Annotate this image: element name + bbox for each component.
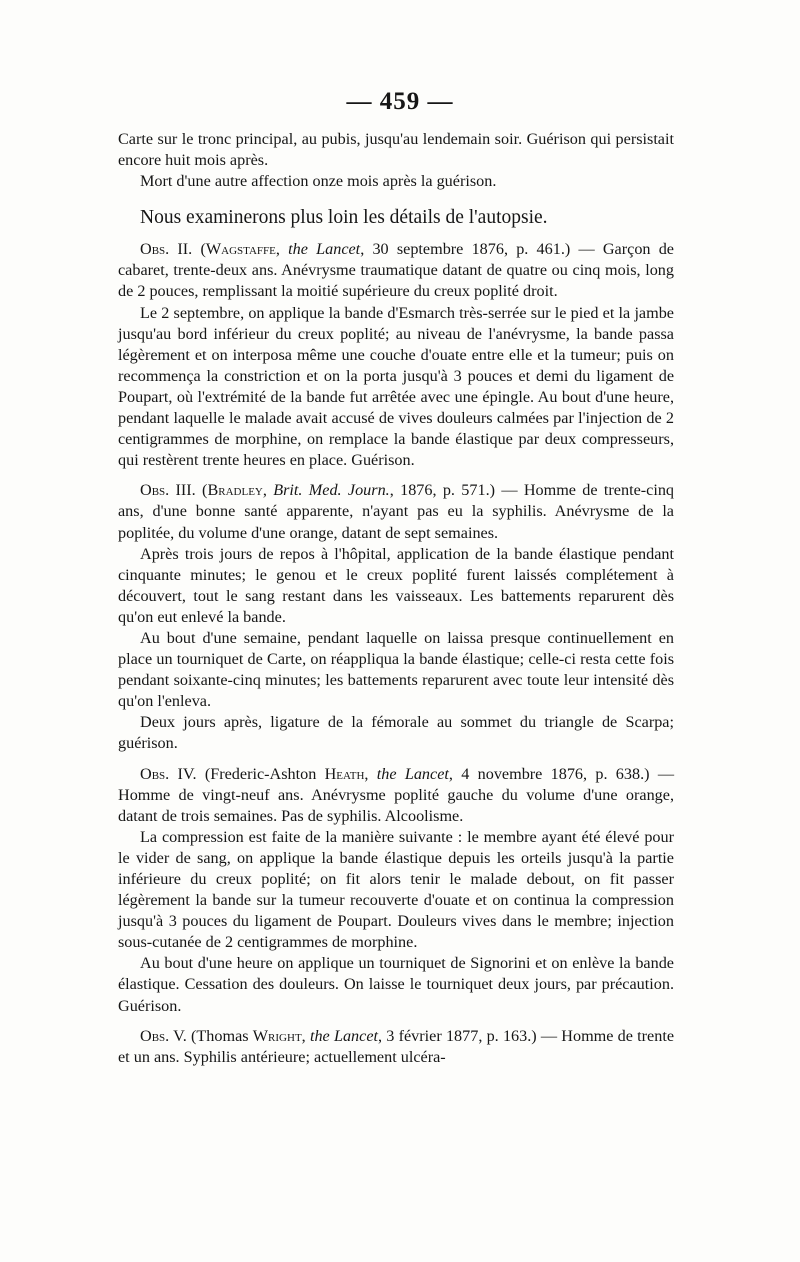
observation-5-author: Wright	[252, 1026, 302, 1045]
observation-2-label: Obs. II.	[140, 240, 193, 259]
observation-4-reference: , 4 novembre 1876, p. 638.)	[448, 764, 650, 783]
observation-2-heading: Obs. II. (Wagstaffe, the Lancet, 30 septembre 1876, p. 461.) — Garçon de cabaret, trente-deux ans. Anévrysme traumatique datant de quatre ou cinq mois, long de 2 pouces, remplissant la moitié supérieure du creux poplité droit.	[118, 240, 674, 301]
observation-3-summary: — Homme de trente-cinq ans, d'une bonne santé apparente, n'ayant pas eu la syphilis. Anévrysme de la poplitée, du volume d'une orange, datant de sept semaines.	[118, 481, 675, 542]
observation-4-paragraph-2: Au bout d'une heure on applique un tourniquet de Signorini et on enlève la bande élastique. Cessation des douleurs. On laisse le tourniquet deux jours, par précaution. Guérison.	[118, 954, 674, 1015]
intro-paragraph: Carte sur le tronc principal, au pubis, jusqu'au lendemain soir. Guérison qui persistait encore huit mois après.	[118, 130, 674, 170]
observation-3-paragraph-2: Au bout d'une semaine, pendant laquelle on laissa presque continuellement en place un tourniquet de Carte, on réappliqua la bande élastique; celle-ci resta cette fois pendant soixante-cinq minutes; les battements reparurent avec toute leur intensité dès qu'on l'enleva.	[118, 628, 674, 711]
observation-5-author-prefix: Thomas	[196, 1026, 253, 1045]
observation-2-reference: , 30 septembre 1876, p. 461.)	[360, 240, 571, 259]
observation-5-journal: the Lancet	[309, 1026, 379, 1045]
intro-death-paragraph: Mort d'une autre affection onze mois après la guérison.	[140, 172, 497, 191]
observation-3-paragraph-3: Deux jours après, ligature de la fémorale au sommet du triangle de Scarpa; guérison.	[118, 713, 674, 753]
observation-5-heading: Obs. V. (Thomas Wright, the Lancet, 3 février 1877, p. 163.) — Homme de trente et un ans. Syphilis antérieure; actuellement ulcéra-	[118, 1026, 675, 1066]
observation-4-journal: the Lancet	[376, 764, 449, 783]
observation-4-heading: Obs. IV. (Frederic-Ashton Heath, the Lancet, 4 novembre 1876, p. 638.) — Homme de vingt-neuf ans. Anévrysme poplité gauche du volume d'une orange, datant de trois semaines. Pas de syphilis. Alcoolisme.	[118, 764, 675, 825]
page-number: — 459 —	[346, 88, 454, 115]
observation-5-label: Obs. V.	[140, 1026, 187, 1045]
observation-4-paragraph-1: La compression est faite de la manière suivante : le membre ayant été élevé pour le vider de sang, on applique la bande élastique depuis les orteils jusqu'à la partie inférieure du creux poplité; on fit alors tenir le malade debout, on fit passer légèrement la bande sur la tumeur recouverte d'ouate et on continua la compression jusqu'à 3 pouces du ligament de Poupart. Douleurs vives dans le membre; injection sous-cutanée de 2 centigrammes de morphine.	[118, 827, 674, 952]
observation-3-reference: , 1876, p. 571.)	[389, 481, 496, 500]
page-text	[118, 129, 674, 1068]
observation-2-paragraph: Le 2 septembre, on applique la bande d'Esmarch très-serrée sur le pied et la jambe jusqu'au bord inférieur du creux poplité; au niveau de l'anévrysme, la bande passa légèrement et on interposa même une couche d'ouate entre elle et la tumeur; puis on recommença la constriction et on la porta jusqu'à 3 pouces et demi du ligament de Poupart, où l'extrémité de la bande fut arrêtée avec une épingle. Au bout d'une heure, pendant laquelle le malade avait accusé de vives douleurs calmées par l'injection de 2 centigrammes de morphine, on remplace la bande élastique par deux compresseurs, qui restèrent trente heures en place. Guérison.	[118, 303, 674, 470]
observation-4-summary: — Homme de vingt-neuf ans. Anévrysme poplité gauche du volume d'une orange, datant de trois semaines. Pas de syphilis. Alcoolisme.	[118, 764, 675, 825]
observation-3-heading: Obs. III. (Bradley, Brit. Med. Journ., 1876, p. 571.) — Homme de trente-cinq ans, d'une bonne santé apparente, n'ayant pas eu la syphilis. Anévrysme de la poplitée, du volume d'une orange, datant de sept semaines.	[118, 481, 675, 542]
observation-3-journal: Brit. Med. Journ.	[273, 481, 390, 500]
observation-4-author: Heath	[324, 764, 365, 783]
observation-4-label: Obs. IV.	[140, 764, 197, 783]
observation-3-author: Bradley	[207, 481, 263, 500]
observation-5-summary: — Homme de trente et un ans. Syphilis antérieure; actuellement ulcéra-	[118, 1026, 675, 1066]
observation-2-summary: — Garçon de cabaret, trente-deux ans. Anévrysme traumatique datant de quatre ou cinq mois, long de 2 pouces, remplissant la moitié supérieure du creux poplité droit.	[118, 240, 674, 301]
observation-3-paragraph-1: Après trois jours de repos à l'hôpital, application de la bande élastique pendant cinquante minutes; le genou et le creux poplité furent laissés complétement à découvert, tout le sang restant dans les vaisseaux. Les battements reparurent dès qu'on eut enlevé la bande.	[118, 544, 674, 626]
observation-2-journal: the Lancet	[288, 240, 361, 259]
observation-5-reference: , 3 février 1877, p. 163.)	[378, 1026, 537, 1045]
observation-3-label: Obs. III.	[140, 481, 196, 500]
observation-4-author-prefix: Frederic-Ashton	[210, 764, 325, 783]
autopsy-note: Nous examinerons plus loin les détails de l'autopsie.	[140, 207, 548, 229]
observation-2-author: Wagstaffe	[205, 240, 276, 259]
